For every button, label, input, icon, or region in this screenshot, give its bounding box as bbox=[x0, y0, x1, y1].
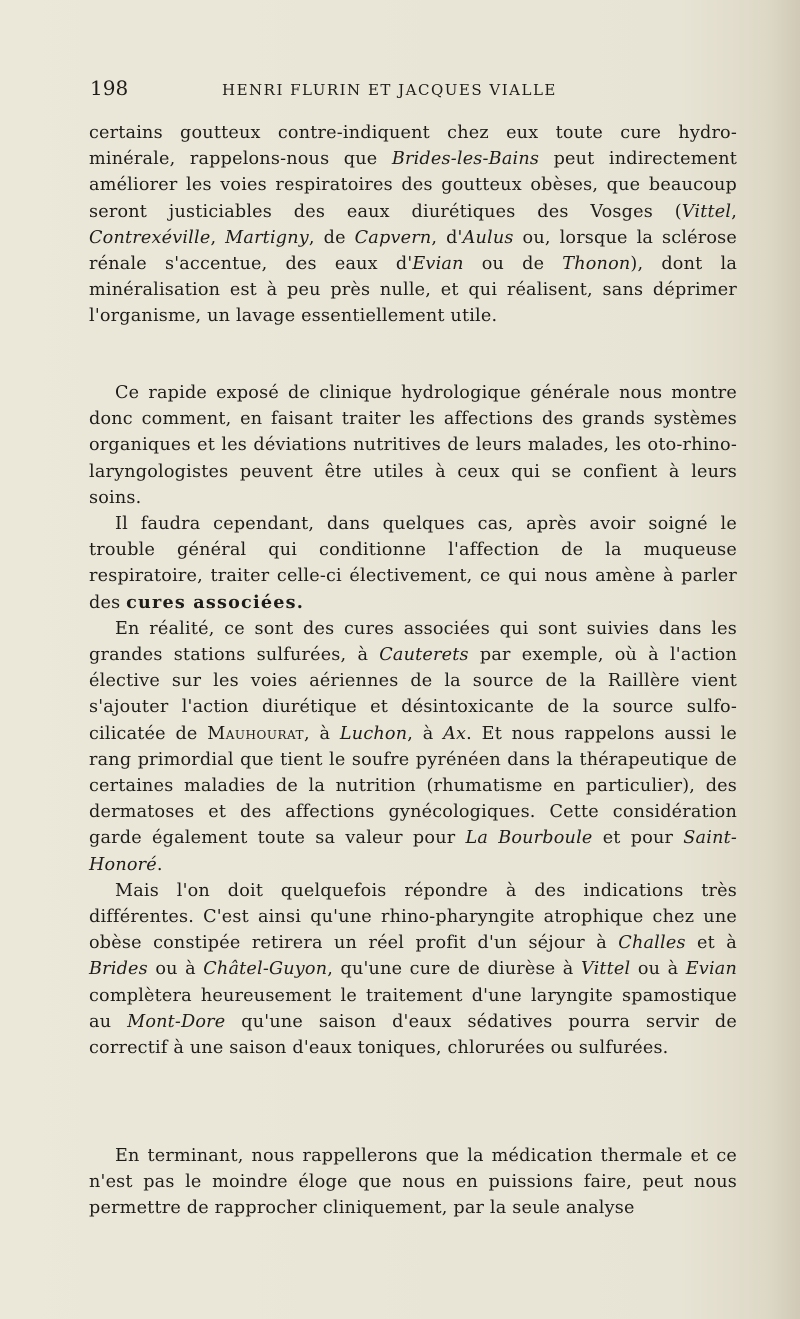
text-run: ou, lorsque la sclérose rénale s'accentue, des eaux d' bbox=[89, 227, 737, 275]
italic-text: Evian bbox=[685, 959, 737, 980]
text-run: ou à bbox=[147, 959, 204, 980]
text-run: En terminant, nous rappellerons que la médication thermale et ce n'est pas le moindre éloge que nous en puissions faire, peut nous permettre de rapprocher cliniquement, par la seule analyse bbox=[89, 1146, 737, 1219]
text-run: Mais l'on doit quelquefois répondre à des indications très différentes. C'est ainsi qu'une rhino-pharyngite atrophique chez une obèse constipée retirera un réel profit d'un séjour à bbox=[89, 880, 737, 954]
paragraph bbox=[89, 380, 737, 511]
italic-text: La Bourboule bbox=[465, 828, 593, 849]
italic-text: Saint-Honoré bbox=[89, 828, 738, 875]
italic-text: Vittel bbox=[580, 959, 631, 980]
text-run: et à bbox=[685, 933, 737, 954]
text-run: , de bbox=[308, 227, 355, 248]
italic-text: Cauterets bbox=[379, 645, 469, 666]
text-run: qu'une saison d'eaux sédatives pourra servir de correctif à une saison d'eaux toniques, chlorurées ou sulfurées. bbox=[89, 1011, 738, 1059]
italic-text: Ax bbox=[443, 723, 467, 744]
text-run: , qu'une cure de diurèse à bbox=[327, 959, 581, 980]
sc-text: Mauhourat bbox=[207, 723, 305, 744]
text-run: , bbox=[731, 201, 737, 222]
page-header bbox=[90, 76, 740, 100]
text-run: Il faudra cependant, dans quelques cas, après avoir soigné le trouble général qui conditionne l'affection de la muqueuse respiratoire, traiter celle-ci électivement, ce qui nous amène à parler des bbox=[89, 514, 737, 613]
italic-text: Châtel-Guyon bbox=[203, 959, 328, 980]
text-block-middle bbox=[89, 380, 737, 1061]
italic-text: Luchon bbox=[339, 723, 408, 744]
spaced-text: cures associées. bbox=[126, 591, 305, 613]
italic-text: Evian bbox=[412, 254, 464, 275]
text-run: En réalité, ce sont des cures associées qui sont suivies dans les grandes stations sulfurées, à bbox=[89, 618, 737, 666]
text-run: ), dont la minéralisation est à peu près nulle, et qui réalisent, sans déprimer l'organisme, un lavage essentiellement utile. bbox=[89, 254, 738, 327]
italic-text: Aulus bbox=[462, 227, 514, 248]
text-run: , bbox=[210, 227, 226, 248]
text-run: ou à bbox=[630, 959, 686, 980]
text-run: . bbox=[156, 854, 163, 875]
italic-text: Brides bbox=[89, 959, 148, 980]
text-run: et pour bbox=[592, 828, 684, 849]
text-block-top bbox=[89, 120, 737, 330]
italic-text: Vittel bbox=[681, 201, 732, 222]
text-run: Ce rapide exposé de clinique hydrologique générale nous montre donc comment, en faisant traiter les affections des grands systèmes organiques et les déviations nutritives de leurs malades, les oto-rhino-laryngologistes peuvent être utiles à ceux qui se confient à leurs soins. bbox=[89, 383, 737, 508]
text-run: certains goutteux contre-indiquent chez eux toute cure hydro-minérale, rappelons-nous que bbox=[89, 123, 737, 170]
italic-text: Challes bbox=[618, 933, 686, 954]
text-run: . Et nous rappelons aussi le rang primordial que tient le soufre pyrénéen dans la thérapeutique de certaines maladies de la nutrition (rhumatisme en particulier), des dermatoses et des affections gynécologiques. Cette considération garde également toute sa valeur pour bbox=[89, 723, 737, 849]
paragraph bbox=[89, 120, 737, 330]
text-run: peut indirectement améliorer les voies respiratoires des goutteux obèses, que beaucoup seront justiciables des eaux diurétiques des Vosges ( bbox=[89, 149, 738, 222]
paragraph bbox=[89, 878, 737, 1061]
text-run: , d' bbox=[431, 227, 463, 248]
paragraph bbox=[89, 1143, 737, 1222]
text-block-bottom bbox=[89, 1143, 737, 1222]
text-run: complètera heureusement le traitement d'une laryngite spamostique au bbox=[89, 985, 737, 1032]
text-run: ou de bbox=[463, 254, 563, 275]
paragraph bbox=[89, 511, 737, 616]
italic-text: Mont-Dore bbox=[127, 1011, 226, 1032]
text-run: , à bbox=[407, 723, 444, 744]
italic-text: Contrexéville bbox=[89, 227, 211, 248]
running-head: HENRI FLURIN ET JACQUES VIALLE bbox=[222, 81, 557, 99]
italic-text: Capvern bbox=[354, 227, 432, 248]
text-run: par exemple, où à l'action élective sur les voies aériennes de la source de la Raillère vient s'ajouter l'action diurétique et désintoxicante de la source sulfo-cilicatée de bbox=[89, 645, 738, 744]
italic-text: Brides-les-Bains bbox=[391, 149, 540, 170]
italic-text: Martigny bbox=[225, 227, 309, 248]
page-number: 198 bbox=[90, 76, 129, 100]
paragraph bbox=[89, 616, 737, 878]
italic-text: Thonon bbox=[562, 254, 631, 275]
text-run: , à bbox=[304, 723, 340, 744]
